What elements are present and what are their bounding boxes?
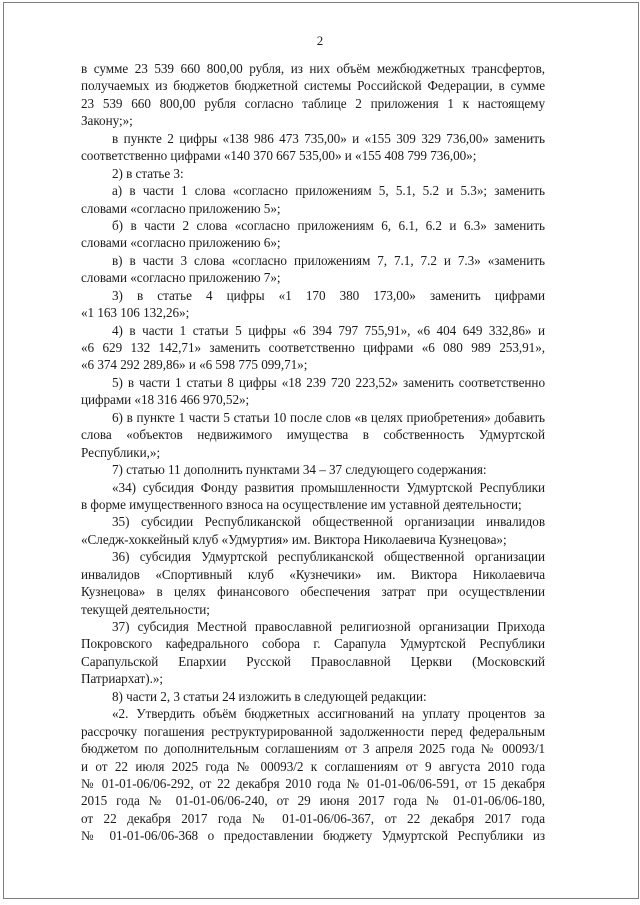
page-number: 2 xyxy=(316,33,324,48)
text-line: Закону;»; xyxy=(81,113,133,129)
text-line: в форме имущественного взноса на осуществление им уставной деятельности; xyxy=(81,496,522,512)
text-line: «34) субсидия Фонду развития промышленности Удмуртской Республики xyxy=(112,479,545,495)
text-line: инвалидов «Спортивный клуб «Кузнечики» им. Виктора Николаевича xyxy=(81,566,545,582)
text-line: 8) части 2, 3 статьи 24 изложить в следующей редакции: xyxy=(112,688,427,704)
text-line: в сумме 23 539 660 800,00 рубля, из них объём межбюджетных трансфертов, xyxy=(81,61,545,76)
text-line: «6 374 292 289,86» и «6 598 775 099,71»; xyxy=(81,357,308,373)
text-line: 4) в части 1 статьи 5 цифры «6 394 797 755,91», «6 404 649 332,86» и xyxy=(112,322,545,338)
text-line: рассрочку погашения реструктурированной задолженности перед федеральным xyxy=(81,723,545,739)
text-line: «1 163 106 132,26»; xyxy=(81,305,190,321)
text-line: а) в части 1 слова «согласно приложениям 5, 5.1, 5.2 и 5.3»; заменить xyxy=(112,183,545,199)
text-line: соответственно цифрами «140 370 667 535,00» и «155 408 799 736,00»; xyxy=(81,148,477,164)
text-line: Кузнецова» в целях финансового обеспечения затрат при осуществлении xyxy=(81,584,545,600)
text-line: слова «объектов недвижимого имущества в собственность Удмуртской xyxy=(81,427,545,443)
text-line: № 01-01-06/06-368 о предоставлении бюджету Удмуртской Республики из xyxy=(81,828,545,844)
text-line: от 22 декабря 2017 года № 01-01-06/06-367, от 22 декабря 2017 года xyxy=(81,810,545,826)
text-line: Сарапульской Епархии Русской Православной Церкви (Московский xyxy=(81,653,545,669)
text-line: словами «согласно приложению 6»; xyxy=(81,235,281,251)
text-line: 35) субсидии Республиканской общественной организации инвалидов xyxy=(112,514,545,530)
text-line: словами «согласно приложению 7»; xyxy=(81,270,281,286)
text-line: 7) статью 11 дополнить пунктами 34 – 37 следующего содержания: xyxy=(112,462,487,478)
text-line: «Следж-хоккейный клуб «Удмуртия» им. Виктора Николаевича Кузнецова»; xyxy=(81,531,507,547)
text-line: Патриархат).»; xyxy=(81,671,163,687)
text-line: 37) субсидия Местной православной религиозной организации Прихода xyxy=(112,619,545,634)
text-line: 3) в статье 4 цифры «1 170 380 173,00» заменить цифрами xyxy=(112,287,545,303)
text-line: 5) в части 1 статьи 8 цифры «18 239 720 223,52» заменить соответственно xyxy=(112,374,545,390)
text-line: текущей деятельности; xyxy=(81,601,210,617)
text-line: № 01-01-06/06-292, от 22 декабря 2010 года № 01-01-06/06-591, от 15 декабря xyxy=(81,775,545,791)
text-line: Республики,»; xyxy=(81,444,161,460)
text-line: и от 22 июля 2025 года № 00093/2 к соглашениям от 9 августа 2010 года xyxy=(81,758,545,774)
text-line: словами «согласно приложению 5»; xyxy=(81,200,281,216)
text-line: б) в части 2 слова «согласно приложениям 6, 6.1, 6.2 и 6.3» заменить xyxy=(112,217,545,233)
text-line: в пункте 2 цифры «138 986 473 735,00» и «155 309 329 736,00» заменить xyxy=(112,130,545,146)
text-line: «2. Утвердить объём бюджетных ассигнований на уплату процентов за xyxy=(112,706,545,722)
text-line: в) в части 3 слова «согласно приложениям 7, 7.1, 7.2 и 7.3» «заменить xyxy=(112,252,545,268)
text-line: 36) субсидия Удмуртской республиканской общественной организации xyxy=(112,549,545,565)
document-text xyxy=(81,60,545,845)
text-line: цифрами «18 316 466 970,52»; xyxy=(81,392,250,408)
text-line: 6) в пункте 1 части 5 статьи 10 после слов «в целях приобретения» добавить xyxy=(112,409,545,425)
text-line: «6 629 132 142,71» заменить соответственно цифрами «6 080 989 253,91», xyxy=(81,340,545,355)
text-line: 2015 года № 01-01-06/06-240, от 29 июня 2017 года № 01-01-06/06-180, xyxy=(81,793,545,809)
text-line: получаемых из бюджетов бюджетной системы Российской Федерации, в сумме xyxy=(81,78,545,94)
text-line: бюджетом по дополнительным соглашениям от 3 апреля 2025 года № 00093/1 xyxy=(81,741,545,757)
text-line: Покровского кафедрального собора г. Сарапула Удмуртской Республики xyxy=(81,636,545,652)
text-line: 2) в статье 3: xyxy=(112,165,184,181)
text-line: 23 539 660 800,00 рубля согласно таблице 2 приложения 1 к настоящему xyxy=(81,95,545,111)
